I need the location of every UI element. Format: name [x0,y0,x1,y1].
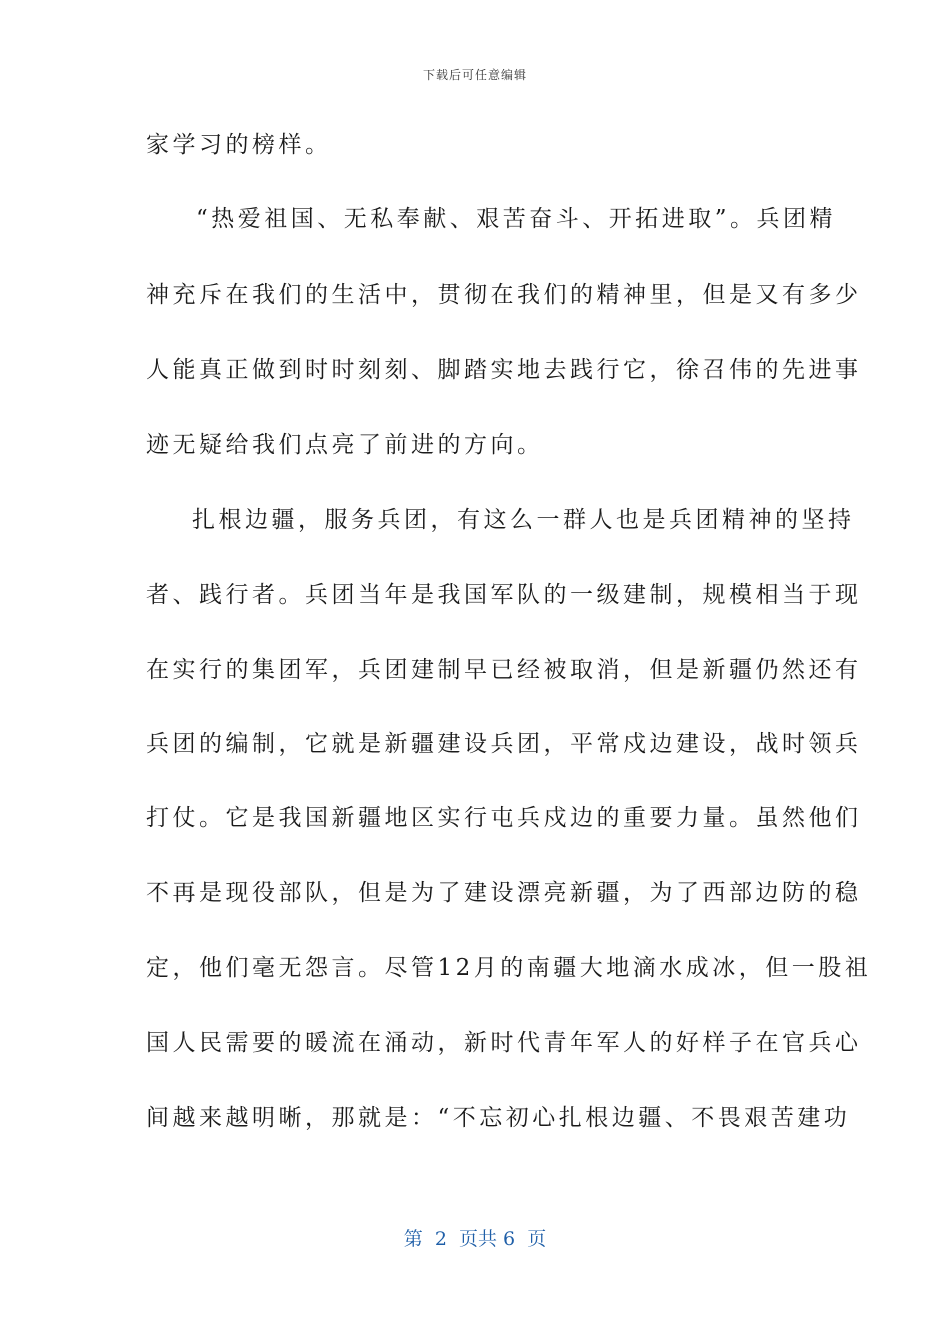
text-line: 国人民需要的暖流在涌动，新时代青年军人的好样子在官兵心 [146,1030,862,1056]
text-line: 定，他们毫无怨言。尽管12月的南疆大地滴水成冰，但一股祖 [146,955,872,981]
text-line: “热爱祖国、无私奉献、艰苦奋斗、开拓进取”。兵团精 [196,206,837,232]
text-line: 间越来越明晰，那就是：“不忘初心扎根边疆、不畏艰苦建功 [146,1105,851,1131]
text-line: 家学习的榜样。 [146,132,332,158]
text-line: 打仗。它是我国新疆地区实行屯兵戍边的重要力量。虽然他们 [146,805,862,831]
text-line: 者、践行者。兵团当年是我国军队的一级建制，规模相当于现 [146,582,862,608]
text-line: 神充斥在我们的生活中，贯彻在我们的精神里，但是又有多少 [146,282,862,308]
text-line: 在实行的集团军，兵团建制早已经被取消，但是新疆仍然还有 [146,657,862,683]
header-note: 下载后可任意编辑 [422,68,527,82]
page-number: 第 2 页共 6 页 [403,1228,547,1250]
text-line: 人能真正做到时时刻刻、脚踏实地去践行它，徐召伟的先进事 [146,357,862,383]
text-line: 扎根边疆，服务兵团，有这么一群人也是兵团精神的坚持 [192,507,855,533]
text-line: 迹无疑给我们点亮了前进的方向。 [146,432,544,458]
text-line: 兵团的编制，它就是新疆建设兵团，平常戍边建设，战时领兵 [146,731,862,757]
text-line: 不再是现役部队，但是为了建设漂亮新疆，为了西部边防的稳 [146,880,862,906]
